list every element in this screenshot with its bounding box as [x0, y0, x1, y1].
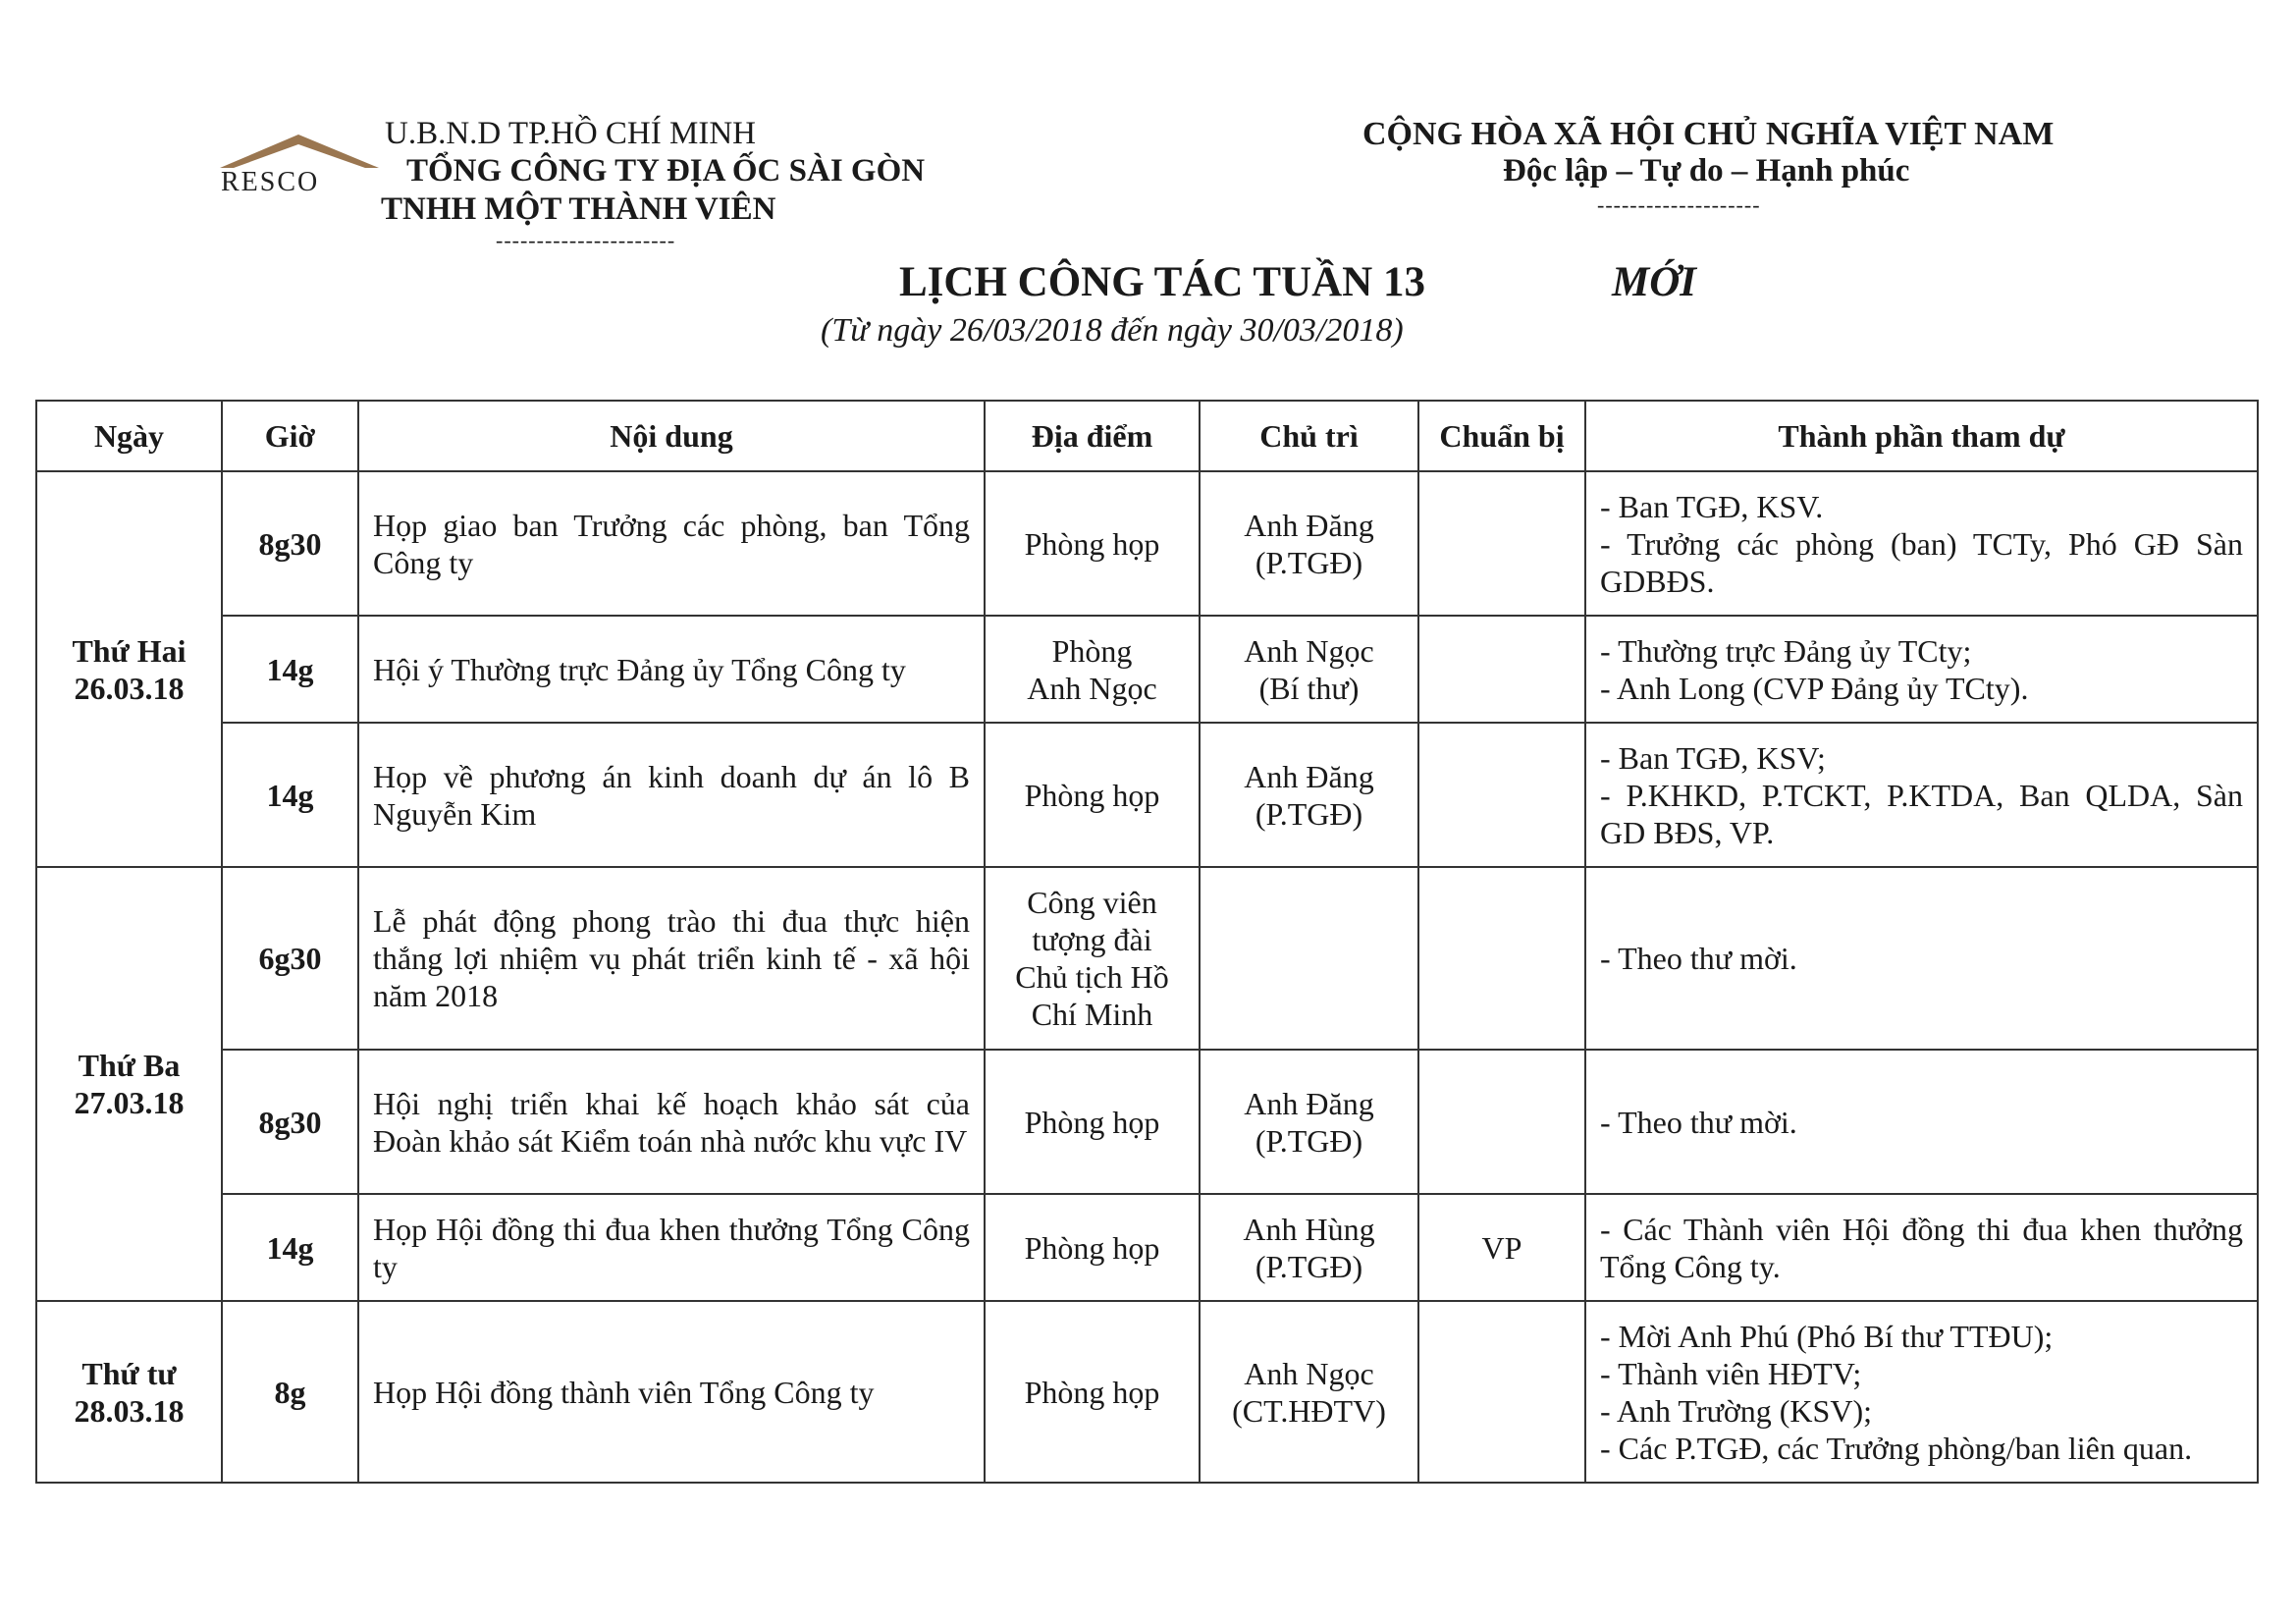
time-cell: 6g30 — [222, 867, 358, 1050]
location-cell — [985, 616, 1200, 723]
attendees-cell — [1585, 471, 2258, 616]
content-cell: Hội ý Thường trực Đảng ủy Tổng Công ty — [358, 616, 985, 723]
table-row — [36, 867, 2258, 1050]
table-row — [36, 616, 2258, 723]
day-cell — [36, 1301, 222, 1483]
host-cell — [1200, 867, 1418, 1050]
attendee-line: - Anh Trường (KSV); — [1600, 1392, 1872, 1429]
day-date: 27.03.18 — [74, 1085, 185, 1120]
location-line: Phòng họp — [1024, 525, 1160, 562]
time-cell: 14g — [222, 723, 358, 867]
content-cell: Họp về phương án kinh doanh dự án lô B Nguyễn Kim — [358, 723, 985, 867]
location-line: Phòng họp — [1024, 1104, 1160, 1140]
content-cell: Lễ phát động phong trào thi đua thực hiện thắng lợi nhiệm vụ phát triển kinh tế - xã hội năm 2018 — [358, 867, 985, 1050]
host-title: (CT.HĐTV) — [1232, 1392, 1386, 1429]
host-name: Anh Ngọc — [1244, 632, 1374, 669]
host-cell — [1200, 1050, 1418, 1194]
table-row — [36, 723, 2258, 867]
time-cell: 14g — [222, 1194, 358, 1301]
attendee-line: - Các P.TGĐ, các Trưởng phòng/ban liên quan. — [1600, 1430, 2193, 1466]
table-row — [36, 471, 2258, 616]
table-row — [36, 1050, 2258, 1194]
separator-right: -------------------- — [1597, 192, 1761, 217]
logo-roof-shape — [220, 135, 379, 168]
header-host: Chủ trì — [1200, 401, 1418, 471]
attendees-cell — [1585, 1301, 2258, 1483]
day-cell — [36, 867, 222, 1301]
location-line: tượng đài — [1032, 922, 1152, 957]
header-date: Ngày — [36, 401, 222, 471]
attendee-line: - Trưởng các phòng (ban) TCTy, Phó GĐ Sàn GDBĐS. — [1600, 525, 2243, 599]
content-cell: Hội nghị triển khai kế hoạch khảo sát của Đoàn khảo sát Kiểm toán nhà nước khu vực IV — [358, 1050, 985, 1194]
host-cell — [1200, 723, 1418, 867]
day-name: Thứ Ba — [78, 1048, 181, 1083]
nation-line-2: Độc lập – Tự do – Hạnh phúc — [1503, 153, 1910, 189]
attendee-line: - Theo thư mời. — [1600, 1104, 1797, 1140]
content-cell: Họp Hội đồng thành viên Tổng Công ty — [358, 1301, 985, 1483]
logo-text: RESCO — [221, 167, 320, 197]
time-cell: 14g — [222, 616, 358, 723]
org-line-2: TỔNG CÔNG TY ĐỊA ỐC SÀI GÒN — [406, 153, 926, 189]
location-line: Phòng họp — [1024, 1374, 1160, 1410]
header-time: Giờ — [222, 401, 358, 471]
org-line-3: TNHH MỘT THÀNH VIÊN — [381, 191, 776, 227]
attendee-line: - Anh Long (CVP Đảng ủy TCty). — [1600, 670, 2029, 706]
host-name: Anh Hùng — [1243, 1211, 1375, 1247]
host-name: Anh Đăng — [1244, 1085, 1374, 1121]
table-row — [36, 1301, 2258, 1483]
host-title: (P.TGĐ) — [1255, 795, 1363, 832]
day-name: Thứ Hai — [72, 632, 187, 669]
header-location: Địa điểm — [985, 401, 1200, 471]
prep-cell: VP — [1418, 1194, 1585, 1301]
location-line: Phòng họp — [1024, 777, 1160, 813]
attendee-line: - Thường trực Đảng ủy TCty; — [1600, 632, 1972, 669]
location-line: Công viên — [1027, 885, 1157, 920]
nation-line-1: CỘNG HÒA XÃ HỘI CHỦ NGHĨA VIỆT NAM — [1362, 116, 2055, 152]
location-line: Anh Ngọc — [1027, 670, 1157, 706]
attendee-line: - Theo thư mời. — [1600, 941, 1797, 976]
prep-cell — [1418, 867, 1585, 1050]
attendees-cell — [1585, 723, 2258, 867]
content-cell: Họp Hội đồng thi đua khen thưởng Tổng Công ty — [358, 1194, 985, 1301]
host-name: Anh Đăng — [1244, 758, 1374, 794]
host-cell — [1200, 1301, 1418, 1483]
attendees-cell — [1585, 1194, 2258, 1301]
host-title: (Bí thư) — [1258, 670, 1360, 706]
host-name: Anh Đăng — [1244, 507, 1374, 543]
prep-cell — [1418, 723, 1585, 867]
location-line: Chí Minh — [1031, 997, 1153, 1032]
attendee-line: - Mời Anh Phú (Phó Bí thư TTĐU); — [1600, 1318, 2054, 1354]
header-prep: Chuẩn bị — [1418, 401, 1585, 471]
host-title: (P.TGĐ) — [1255, 544, 1363, 580]
time-cell: 8g30 — [222, 471, 358, 616]
attendees-cell — [1585, 867, 2258, 1050]
host-cell — [1200, 1194, 1418, 1301]
table-row — [36, 1194, 2258, 1301]
host-title: (P.TGĐ) — [1255, 1248, 1363, 1284]
host-cell — [1200, 471, 1418, 616]
org-line-1: U.B.N.D TP.HỒ CHÍ MINH — [385, 116, 757, 151]
prep-cell — [1418, 616, 1585, 723]
attendee-line: - Các Thành viên Hội đồng thi đua khen thưởng Tổng Công ty. — [1600, 1211, 2243, 1284]
location-cell — [985, 1301, 1200, 1483]
separator-left: ---------------------- — [496, 228, 676, 252]
attendee-line: - Ban TGĐ, KSV. — [1600, 488, 1824, 524]
prep-cell — [1418, 471, 1585, 616]
location-cell — [985, 867, 1200, 1050]
content-cell: Họp giao ban Trưởng các phòng, ban Tổng Công ty — [358, 471, 985, 616]
day-name: Thứ tư — [81, 1355, 177, 1391]
date-range-subtitle: (Từ ngày 26/03/2018 đến ngày 30/03/2018) — [821, 312, 1404, 349]
location-cell — [985, 471, 1200, 616]
prep-cell — [1418, 1301, 1585, 1483]
time-cell: 8g30 — [222, 1050, 358, 1194]
page-title: LỊCH CÔNG TÁC TUẦN 13 — [899, 259, 1425, 305]
host-cell — [1200, 616, 1418, 723]
attendee-line: - Ban TGĐ, KSV; — [1600, 739, 1826, 776]
attendee-line: - P.KHKD, P.TCKT, P.KTDA, Ban QLDA, Sàn GD BĐS, VP. — [1600, 777, 2243, 850]
location-line: Chủ tịch Hồ — [1015, 959, 1169, 995]
location-line: Phòng — [1051, 632, 1133, 669]
location-cell — [985, 1050, 1200, 1194]
location-line: Phòng họp — [1024, 1229, 1160, 1266]
location-cell — [985, 723, 1200, 867]
attendees-cell — [1585, 1050, 2258, 1194]
prep-cell — [1418, 1050, 1585, 1194]
day-date: 28.03.18 — [74, 1392, 185, 1429]
day-date: 26.03.18 — [74, 670, 185, 706]
header-attendees: Thành phần tham dự — [1585, 401, 2258, 471]
attendees-cell — [1585, 616, 2258, 723]
resco-logo — [218, 131, 381, 199]
time-cell: 8g — [222, 1301, 358, 1483]
schedule-table — [35, 400, 2259, 1484]
attendee-line: - Thành viên HĐTV; — [1600, 1355, 1862, 1391]
new-badge: MỚI — [1612, 259, 1697, 305]
day-cell — [36, 471, 222, 867]
table-header-row — [36, 401, 2258, 471]
location-cell — [985, 1194, 1200, 1301]
header-content: Nội dung — [358, 401, 985, 471]
host-title: (P.TGĐ) — [1255, 1122, 1363, 1159]
host-name: Anh Ngọc — [1244, 1355, 1374, 1391]
